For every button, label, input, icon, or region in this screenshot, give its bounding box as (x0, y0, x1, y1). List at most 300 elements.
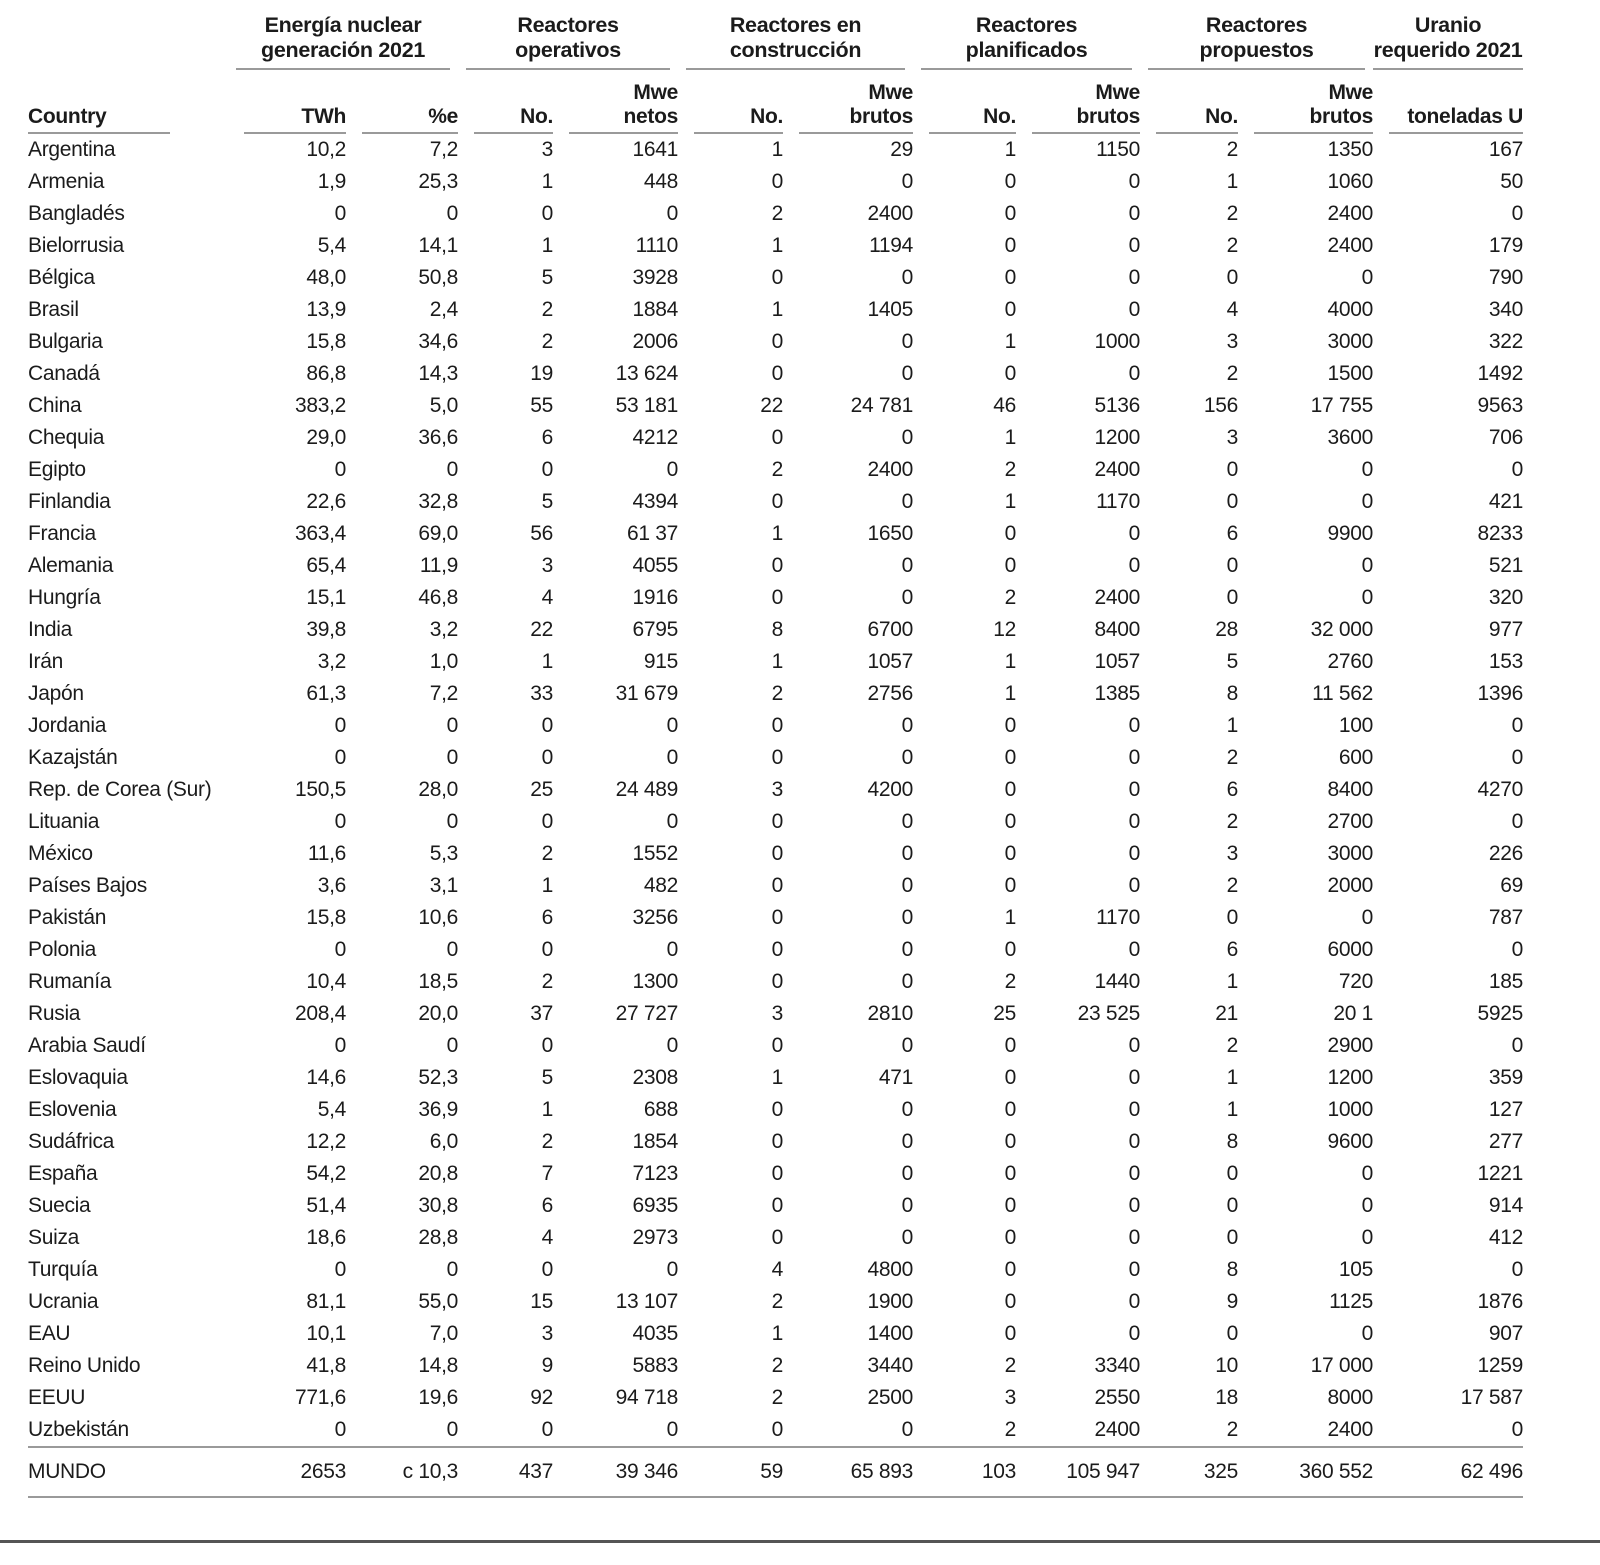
value-cell: 0 (541, 746, 554, 769)
value-cell: 0 (334, 202, 346, 225)
value-cell: 0 (1128, 170, 1141, 193)
value-cell: 15,8 (306, 906, 346, 929)
value-cell: 0 (1128, 202, 1141, 225)
value-cell: 2500 (867, 1386, 914, 1409)
table-row (28, 870, 1523, 902)
value-cell: 1 (1004, 490, 1017, 513)
group-label-line: Reactores (517, 13, 619, 37)
value-cell: 2 (541, 1130, 554, 1153)
column-header-country: Country (28, 70, 228, 134)
value-cell: 0 (901, 266, 914, 289)
value-cell: 18,6 (306, 1226, 346, 1249)
value-cell: 0 (901, 1418, 914, 1441)
value-cell: 9600 (1327, 1130, 1374, 1153)
country-cell: India (28, 618, 73, 641)
value-cell: 15 (530, 1290, 554, 1313)
value-cell: 31 679 (615, 682, 679, 705)
value-cell: 0 (1128, 1034, 1141, 1057)
value-cell: 0 (1511, 458, 1524, 481)
value-cell: 8 (1226, 1258, 1239, 1281)
value-cell: 1 (1226, 1066, 1239, 1089)
value-cell: 3000 (1327, 842, 1374, 865)
value-cell: 1221 (1477, 1162, 1524, 1185)
value-cell: 7 (541, 1162, 554, 1185)
value-cell: 1 (1226, 970, 1239, 993)
table-row (28, 646, 1523, 678)
value-cell: 3440 (867, 1354, 914, 1377)
value-cell: 25 (993, 1002, 1017, 1025)
value-cell: 2400 (1327, 234, 1374, 257)
value-cell: 61 37 (626, 522, 679, 545)
value-cell: 0 (771, 714, 784, 737)
value-cell: 24 781 (850, 394, 914, 417)
value-cell: 0 (1128, 938, 1141, 961)
value-cell: 2400 (1327, 202, 1374, 225)
table-row (28, 390, 1523, 422)
group-header-propuestos (1140, 8, 1373, 70)
value-cell: 0 (901, 1162, 914, 1185)
value-cell: 19 (530, 362, 554, 385)
value-cell: 4 (771, 1258, 784, 1281)
value-cell: 1300 (632, 970, 679, 993)
table-row (28, 966, 1523, 998)
total-value-cell: 65 893 (783, 1447, 913, 1497)
value-cell: 2006 (632, 330, 679, 353)
value-cell: 14,6 (306, 1066, 346, 1089)
value-cell: 3 (541, 138, 554, 161)
total-value-cell: c 10,3 (346, 1447, 458, 1497)
value-cell: 706 (1488, 426, 1524, 449)
value-cell: 1396 (1477, 682, 1524, 705)
group-header-uranio (1373, 8, 1523, 70)
value-cell: 2308 (632, 1066, 679, 1089)
table-row (28, 550, 1523, 582)
value-cell: 2 (1226, 234, 1239, 257)
value-cell: 39,8 (306, 618, 346, 641)
value-cell: 2400 (1327, 1418, 1374, 1441)
value-cell: 0 (1128, 266, 1141, 289)
value-cell: 9 (1226, 1290, 1239, 1313)
group-header-row (28, 8, 1523, 70)
value-cell: 1,9 (317, 170, 346, 193)
value-cell: 0 (901, 170, 914, 193)
total-value-cell: 105 947 (1016, 1447, 1140, 1497)
country-cell: Reino Unido (28, 1354, 141, 1377)
value-cell: 0 (771, 1098, 784, 1121)
value-cell: 48,0 (306, 266, 346, 289)
table-row (28, 742, 1523, 774)
value-cell: 6700 (867, 618, 914, 641)
value-cell: 0 (1128, 874, 1141, 897)
group-header-planificados (913, 8, 1140, 70)
group-label-line: propuestos (1199, 38, 1314, 62)
value-cell: 277 (1488, 1130, 1524, 1153)
value-cell: 0 (1361, 1322, 1374, 1345)
value-cell: 0 (901, 970, 914, 993)
value-cell: 1000 (1327, 1098, 1374, 1121)
value-cell: 0 (334, 938, 346, 961)
value-cell: 10,1 (306, 1322, 346, 1345)
value-cell: 4 (541, 586, 554, 609)
value-cell: 0 (541, 714, 554, 737)
value-cell: 0 (1004, 362, 1017, 385)
total-value-cell: 103 (913, 1447, 1016, 1497)
value-cell: 0 (901, 906, 914, 929)
value-cell: 6 (1226, 522, 1239, 545)
column-header-con-no: No. (678, 70, 783, 134)
table-row (28, 358, 1523, 390)
value-cell: 36,6 (418, 426, 459, 449)
value-cell: 9900 (1327, 522, 1374, 545)
value-cell: 1200 (1094, 426, 1141, 449)
value-cell: 4800 (867, 1258, 914, 1281)
value-cell: 340 (1488, 298, 1524, 321)
total-value-cell: 2653 (228, 1447, 346, 1497)
value-cell: 0 (334, 714, 346, 737)
value-cell: 1194 (869, 234, 914, 257)
value-cell: 2700 (1327, 810, 1374, 833)
value-cell: 907 (1488, 1322, 1524, 1345)
value-cell: 0 (1361, 1162, 1374, 1185)
value-cell: 5883 (632, 1354, 679, 1377)
value-cell: 0 (666, 202, 679, 225)
value-cell: 2 (771, 1386, 784, 1409)
value-cell: 1 (1226, 170, 1239, 193)
value-cell: 0 (771, 746, 784, 769)
group-header-operativos (458, 8, 678, 70)
value-cell: 4200 (867, 778, 914, 801)
value-cell: 600 (1338, 746, 1374, 769)
country-cell: Bélgica (28, 266, 95, 289)
value-cell: 1 (771, 138, 784, 161)
value-cell: 29 (890, 138, 914, 161)
value-cell: 5 (1226, 650, 1239, 673)
value-cell: 65,4 (306, 554, 346, 577)
value-cell: 2 (1226, 810, 1239, 833)
value-cell: 0 (1128, 298, 1141, 321)
value-cell: 914 (1488, 1194, 1524, 1217)
value-cell: 2 (1004, 458, 1017, 481)
value-cell: 0 (901, 1098, 914, 1121)
value-cell: 0 (1511, 202, 1524, 225)
value-cell: 0 (334, 1258, 346, 1281)
value-cell: 6000 (1327, 938, 1374, 961)
table-row (28, 1350, 1523, 1382)
value-cell: 6 (1226, 938, 1239, 961)
value-cell: 2900 (1327, 1034, 1374, 1057)
value-cell: 21 (1215, 1002, 1239, 1025)
value-cell: 1125 (1329, 1290, 1374, 1313)
value-cell: 50 (1500, 170, 1524, 193)
value-cell: 3600 (1327, 426, 1374, 449)
country-cell: Alemania (28, 554, 114, 577)
column-header-pe: %e (346, 70, 458, 134)
value-cell: 0 (541, 1034, 554, 1057)
value-cell: 0 (1004, 778, 1017, 801)
value-cell: 0 (771, 906, 784, 929)
table-row (28, 582, 1523, 614)
value-cell: 3 (1226, 426, 1239, 449)
value-cell: 0 (901, 426, 914, 449)
value-cell: 0 (446, 746, 459, 769)
value-cell: 720 (1338, 970, 1374, 993)
value-cell: 3256 (632, 906, 679, 929)
value-cell: 521 (1488, 554, 1524, 577)
value-cell: 1060 (1327, 170, 1374, 193)
value-cell: 69,0 (418, 522, 459, 545)
value-cell: 2400 (1094, 586, 1141, 609)
value-cell: 0 (1128, 1162, 1141, 1185)
total-value-cell: 325 (1140, 1447, 1238, 1497)
table-row (28, 998, 1523, 1030)
value-cell: 0 (901, 554, 914, 577)
column-header-prop-no: No. (1140, 70, 1238, 134)
column-header-twh: TWh (228, 70, 346, 134)
group-label-line: planificados (965, 38, 1088, 62)
value-cell: 0 (1511, 714, 1524, 737)
table-row (28, 806, 1523, 838)
country-cell: Lituania (28, 810, 100, 833)
value-cell: 1 (771, 234, 784, 257)
value-cell: 0 (1004, 234, 1017, 257)
value-cell: 13,9 (306, 298, 346, 321)
table-row (28, 1222, 1523, 1254)
value-cell: 8400 (1327, 778, 1374, 801)
value-cell: 3 (1226, 842, 1239, 865)
value-cell: 20,8 (418, 1162, 459, 1185)
value-cell: 0 (1004, 554, 1017, 577)
value-cell: 0 (1004, 1098, 1017, 1121)
group-label-line: operativos (515, 38, 621, 62)
value-cell: 2 (541, 842, 554, 865)
value-cell: 0 (1128, 746, 1141, 769)
table-row (28, 1158, 1523, 1190)
value-cell: 17 755 (1310, 394, 1374, 417)
total-value-cell: 62 496 (1373, 1447, 1523, 1497)
value-cell: 0 (1226, 490, 1239, 513)
value-cell: 0 (334, 746, 346, 769)
column-header-row (28, 70, 1523, 134)
value-cell: 0 (771, 842, 784, 865)
value-cell: 1650 (867, 522, 914, 545)
value-cell: 0 (1004, 874, 1017, 897)
value-cell: 56 (530, 522, 554, 545)
country-cell: Polonia (28, 938, 96, 961)
value-cell: 915 (643, 650, 679, 673)
table-row (28, 198, 1523, 230)
country-cell: Rep. de Corea (Sur) (28, 778, 212, 801)
value-cell: 11 562 (1312, 682, 1374, 705)
value-cell: 0 (771, 1162, 784, 1185)
country-cell: Egipto (28, 458, 86, 481)
value-cell: 0 (1511, 938, 1524, 961)
value-cell: 0 (1226, 1162, 1239, 1185)
table-row (28, 710, 1523, 742)
value-cell: 2 (1226, 202, 1239, 225)
value-cell: 18 (1215, 1386, 1239, 1409)
country-cell: Arabia Saudí (28, 1034, 146, 1057)
value-cell: 94 718 (615, 1386, 679, 1409)
country-cell: Países Bajos (28, 874, 147, 897)
value-cell: 13 107 (615, 1290, 679, 1313)
group-label-line: Reactores (975, 13, 1078, 37)
column-header-op-no: No. (458, 70, 553, 134)
table-row (28, 262, 1523, 294)
value-cell: 2 (1226, 746, 1239, 769)
value-cell: 1405 (867, 298, 914, 321)
value-cell: 1170 (1096, 906, 1141, 929)
value-cell: 11,9 (419, 554, 459, 577)
country-cell: Turquía (28, 1258, 98, 1281)
value-cell: 0 (1004, 522, 1017, 545)
value-cell: 322 (1488, 330, 1524, 353)
value-cell: 5,0 (429, 394, 459, 417)
value-cell: 167 (1488, 138, 1524, 161)
table-row (28, 134, 1523, 166)
country-cell: Finlandia (28, 490, 111, 513)
value-cell: 0 (771, 938, 784, 961)
value-cell: 1 (771, 1322, 784, 1345)
value-cell: 0 (1128, 1290, 1141, 1313)
value-cell: 0 (901, 746, 914, 769)
value-cell: 4270 (1477, 778, 1524, 801)
value-cell: 3928 (632, 266, 679, 289)
value-cell: 0 (1361, 1226, 1374, 1249)
value-cell: 688 (643, 1098, 679, 1121)
value-cell: 2400 (867, 202, 914, 225)
table-row (28, 1382, 1523, 1414)
country-cell: España (28, 1162, 98, 1185)
value-cell: 471 (878, 1066, 914, 1089)
value-cell: 10,2 (306, 138, 346, 161)
value-cell: 37 (530, 1002, 554, 1025)
value-cell: 0 (666, 1258, 679, 1281)
value-cell: 185 (1488, 970, 1524, 993)
value-cell: 1876 (1477, 1290, 1524, 1313)
value-cell: 0 (1004, 1258, 1017, 1281)
value-cell: 0 (771, 970, 784, 993)
value-cell: 2 (1226, 138, 1239, 161)
value-cell: 52,3 (418, 1066, 459, 1089)
value-cell: 41,8 (306, 1354, 346, 1377)
value-cell: 1440 (1094, 970, 1141, 993)
value-cell: 0 (1004, 810, 1017, 833)
value-cell: 2810 (867, 1002, 914, 1025)
value-cell: 1 (1226, 714, 1239, 737)
value-cell: 2 (1004, 586, 1017, 609)
value-cell: 10 (1215, 1354, 1239, 1377)
value-cell: 0 (446, 1418, 459, 1441)
value-cell: 2 (771, 1354, 784, 1377)
value-cell: 2973 (632, 1226, 679, 1249)
value-cell: 6935 (632, 1194, 679, 1217)
value-cell: 0 (771, 1130, 784, 1153)
group-label-line: construcción (729, 38, 862, 62)
value-cell: 0 (1004, 1290, 1017, 1313)
value-cell: 5,3 (429, 842, 459, 865)
value-cell: 15,1 (306, 586, 346, 609)
value-cell: 1,0 (429, 650, 459, 673)
value-cell: 0 (1511, 1258, 1524, 1281)
value-cell: 22 (530, 618, 554, 641)
country-cell: Bielorrusia (28, 234, 124, 257)
value-cell: 2 (541, 970, 554, 993)
value-cell: 3 (771, 1002, 784, 1025)
country-cell: Bulgaria (28, 330, 103, 353)
value-cell: 46 (993, 394, 1017, 417)
value-cell: 0 (1004, 714, 1017, 737)
value-cell: 1150 (1096, 138, 1141, 161)
value-cell: 0 (1004, 298, 1017, 321)
total-row (28, 1447, 1523, 1497)
country-cell: Japón (28, 682, 84, 705)
value-cell: 0 (1511, 1034, 1524, 1057)
value-cell: 6,0 (429, 1130, 459, 1153)
value-cell: 0 (1361, 266, 1374, 289)
value-cell: 2400 (1094, 1418, 1141, 1441)
table-row (28, 326, 1523, 358)
value-cell: 7123 (632, 1162, 679, 1185)
value-cell: 92 (530, 1386, 554, 1409)
group-label-line: Uranio (1414, 13, 1482, 37)
value-cell: 2550 (1094, 1386, 1141, 1409)
value-cell: 12,2 (306, 1130, 346, 1153)
value-cell: 28 (1215, 618, 1239, 641)
value-cell: 0 (1226, 1322, 1239, 1345)
value-cell: 29,0 (306, 426, 346, 449)
value-cell: 33 (530, 682, 554, 705)
value-cell: 55,0 (418, 1290, 459, 1313)
value-cell: 208,4 (294, 1002, 346, 1025)
value-cell: 0 (901, 330, 914, 353)
country-cell: Kazajstán (28, 746, 118, 769)
value-cell: 0 (666, 938, 679, 961)
value-cell: 0 (1004, 1226, 1017, 1249)
column-header-plan-mwe-brutos: Mwe brutos (1016, 70, 1140, 134)
value-cell: 4394 (632, 490, 679, 513)
value-cell: 0 (771, 1418, 784, 1441)
value-cell: 2 (1004, 1418, 1017, 1441)
value-cell: 54,2 (306, 1162, 346, 1185)
value-cell: 156 (1203, 394, 1239, 417)
value-cell: 412 (1488, 1226, 1524, 1249)
value-cell: 1 (1004, 330, 1017, 353)
value-cell: 3 (1004, 1386, 1017, 1409)
value-cell: 22 (760, 394, 784, 417)
value-cell: 0 (771, 810, 784, 833)
value-cell: 1 (771, 1066, 784, 1089)
value-cell: 3340 (1094, 1354, 1141, 1377)
value-cell: 0 (1361, 490, 1374, 513)
value-cell: 12 (993, 618, 1017, 641)
table-row (28, 678, 1523, 710)
total-label: MUNDO (28, 1447, 228, 1497)
value-cell: 32 000 (1310, 618, 1374, 641)
value-cell: 179 (1488, 234, 1524, 257)
value-cell: 0 (771, 426, 784, 449)
country-cell: Argentina (28, 138, 116, 161)
value-cell: 4000 (1327, 298, 1374, 321)
country-cell: EEUU (28, 1386, 86, 1409)
country-cell: Eslovaquia (28, 1066, 128, 1089)
table-row (28, 934, 1523, 966)
value-cell: 36,9 (418, 1098, 459, 1121)
value-cell: 61,3 (306, 682, 346, 705)
value-cell: 1 (541, 234, 554, 257)
value-cell: 17 000 (1310, 1354, 1374, 1377)
value-cell: 0 (666, 746, 679, 769)
country-cell: Suiza (28, 1226, 80, 1249)
